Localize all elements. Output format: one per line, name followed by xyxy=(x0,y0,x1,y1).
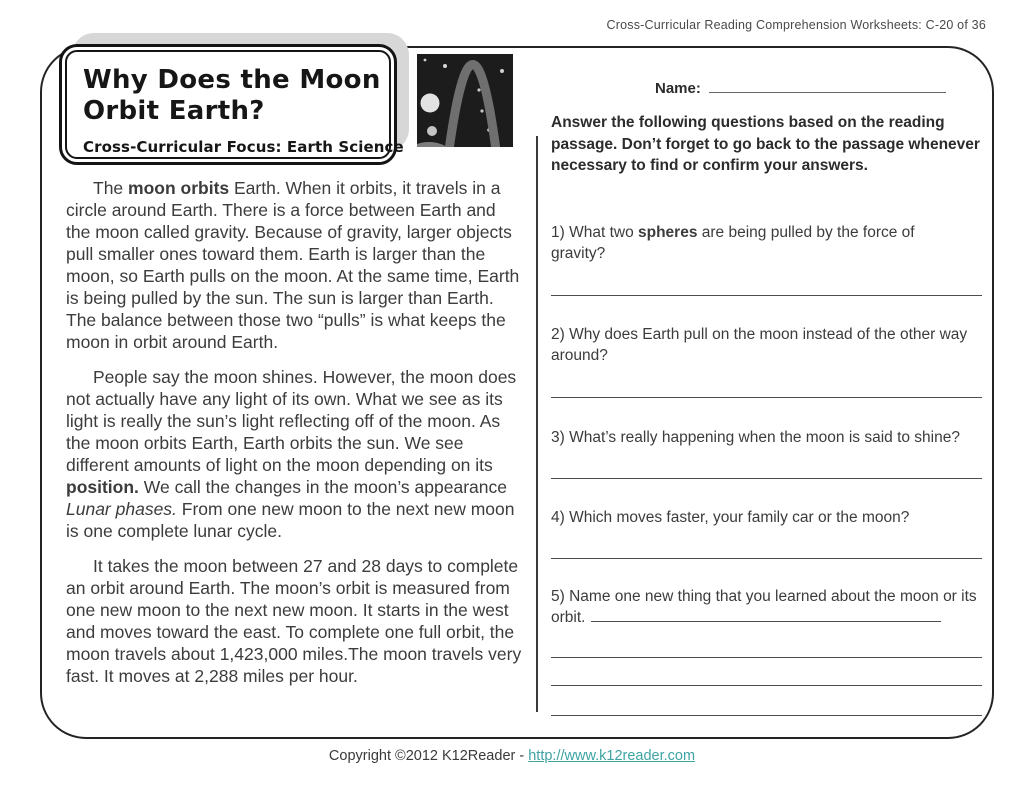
copyright-text: Copyright ©2012 K12Reader - xyxy=(328,748,529,764)
question-4: 4) Which moves faster, your family car or the moon? xyxy=(551,509,910,526)
question-5-answer-line-2[interactable] xyxy=(551,685,982,687)
question-5-answer-line-1[interactable] xyxy=(551,657,982,659)
worksheet-series-label: Cross-Curricular Reading Comprehension Worksheets: C-20 of 36 xyxy=(606,18,986,32)
passage-paragraph-1: The moon orbits Earth. When it orbits, it travels in a circle around Earth. There is a force between Earth and the moon called gravity. Because of gravity, larger objects pull smaller ones toward them. Earth is larger than the moon, so Earth pulls on the moon. At the same time, Earth is being pulled by the sun. The sun is larger than Earth. The balance between those two “pulls” is what keeps the moon in orbit around Earth. xyxy=(66,178,520,352)
moon-orbit-image-svg xyxy=(417,54,513,147)
name-row xyxy=(655,79,946,97)
question-2: 2) Why does Earth pull on the moon instead of the other way around? xyxy=(551,326,968,364)
question-5-text: 5) Name one new thing that you learned about the moon or its orbit. xyxy=(551,588,977,626)
instructions-text: Answer the following questions based on the reading passage. Don’t forget to go back to the passage whenever necessary to find or confirm your answers. xyxy=(551,114,980,174)
passage-paragraph-2: People say the moon shines. However, the moon does not actually have any light of its own. What we see as its light is really the sun’s light reflecting off of the moon. As the moon orbits Earth, Earth orbits the sun. We see different amounts of light on the moon depending on its position. We call the changes in the moon’s appearance Lunar phases. From one new moon to the next new moon is one complete lunar cycle. xyxy=(66,367,517,541)
footer-link[interactable]: http://www.k12reader.com xyxy=(528,748,696,764)
question-5 xyxy=(551,586,983,628)
title-box xyxy=(59,44,404,165)
question-3-answer-line[interactable] xyxy=(551,478,982,480)
title-box-inner xyxy=(65,50,404,159)
question-3: 3) What’s really happening when the moon is said to shine? xyxy=(551,429,960,446)
column-divider xyxy=(536,136,538,712)
name-input-line[interactable] xyxy=(709,79,946,93)
name-label: Name: xyxy=(655,80,701,97)
footer xyxy=(0,748,1024,764)
question-2-answer-line[interactable] xyxy=(551,397,982,399)
question-1: 1) What two spheres are being pulled by the force of gravity? xyxy=(551,224,915,262)
worksheet-subtitle: Cross-Curricular Focus: Earth Science xyxy=(83,138,404,156)
moon-orbit-illustration xyxy=(417,54,513,147)
question-1-answer-line[interactable] xyxy=(551,295,982,297)
worksheet-title: Why Does the Moon Orbit Earth? xyxy=(83,65,381,126)
question-5-answer-line-3[interactable] xyxy=(551,715,982,717)
passage-paragraph-3: It takes the moon between 27 and 28 days to complete an orbit around Earth. The moon’s orbit is measured from one new moon to the next new moon. It starts in the west and moves toward the east. To complete one full orbit, the moon travels about 1,423,000 miles.The moon travels very fast. It moves at 2,288 miles per hour. xyxy=(66,556,522,686)
reading-passage xyxy=(66,177,524,700)
question-4-answer-line[interactable] xyxy=(551,558,982,560)
question-5-inline-answer-line[interactable] xyxy=(591,610,941,622)
